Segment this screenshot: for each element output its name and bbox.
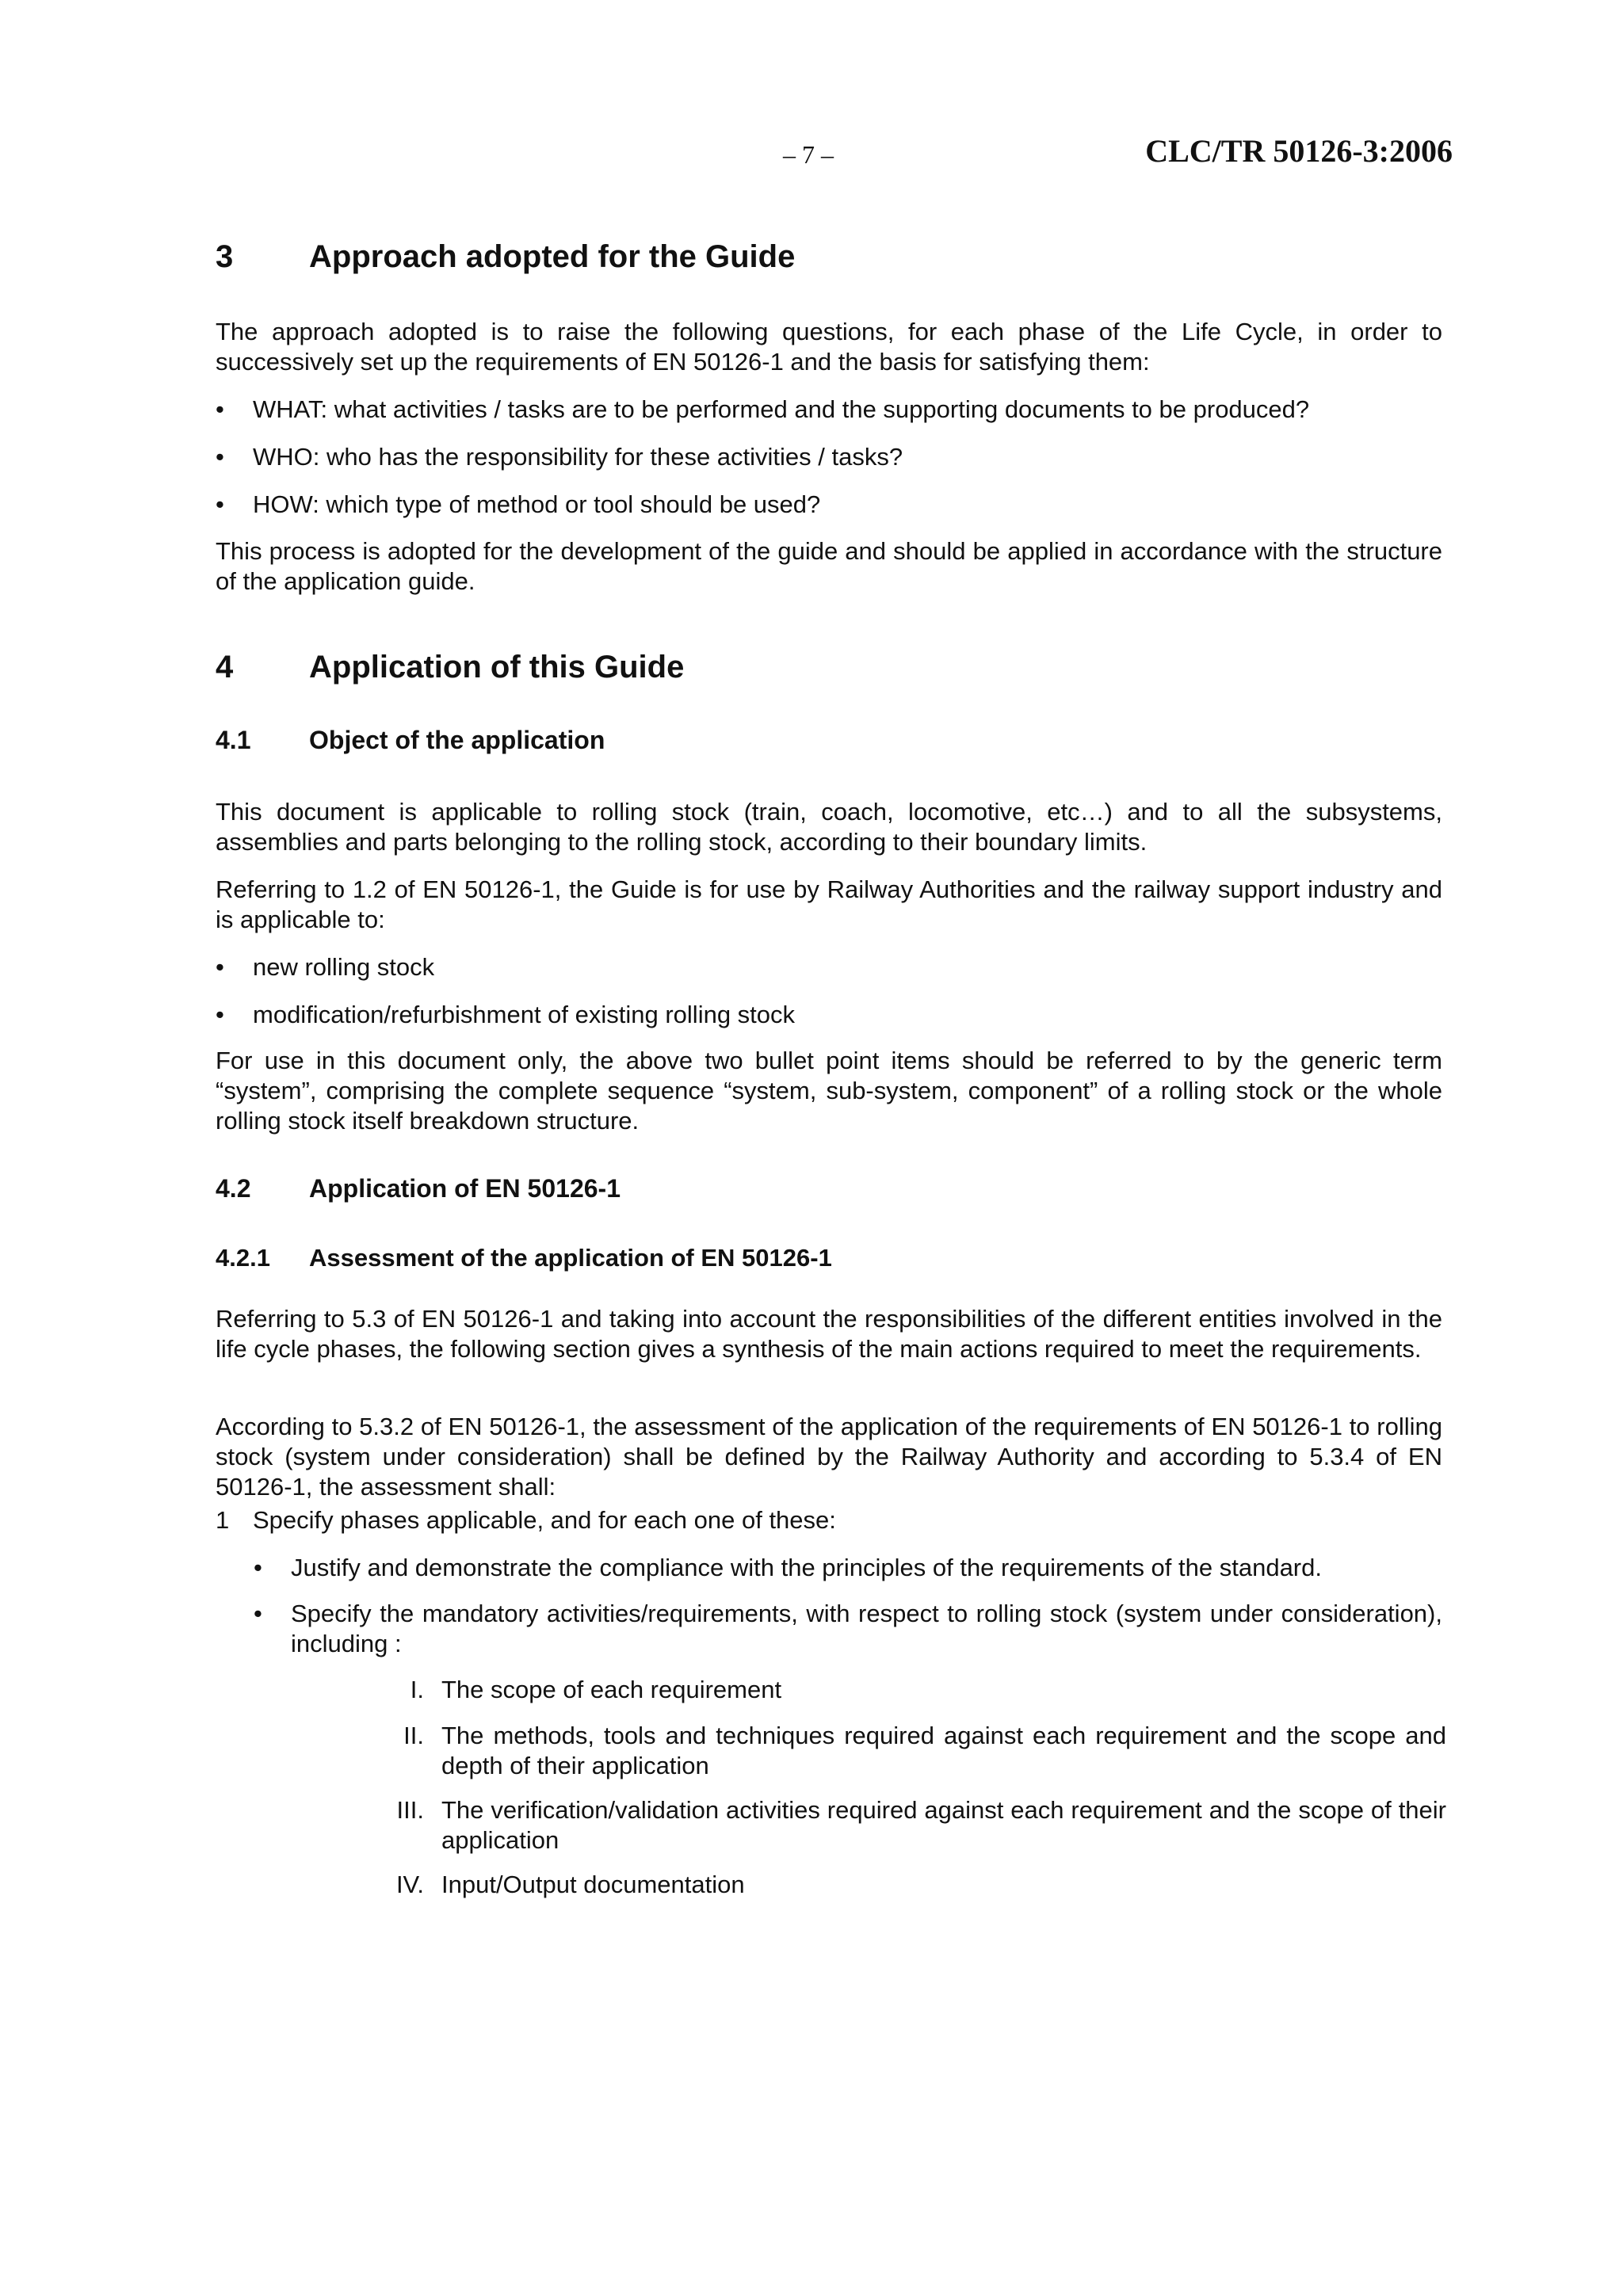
roman-item-text: The verification/validation activities required against each requirement and the scope of their application: [441, 1796, 1446, 1854]
roman-list-item: [349, 1721, 1446, 1781]
bullet-icon: •: [216, 443, 224, 471]
bullet-icon: •: [216, 395, 224, 423]
section-title: Approach adopted for the Guide: [309, 239, 796, 274]
paragraph: For use in this document only, the above two bullet point items should be referred to by the generic term “system”, comprising the complete sequence “system, sub-system, component” of a rolling stock or the whole rolling stock itself breakdown structure.: [216, 1047, 1442, 1135]
roman-numeral: III.: [396, 1796, 424, 1824]
section-title: Application of this Guide: [309, 650, 685, 685]
roman-list-item: [349, 1675, 1446, 1705]
page-number: – 7 –: [783, 140, 834, 169]
paragraph: This document is applicable to rolling stock (train, coach, locomotive, etc…) and to all the subsystems, assemblies and parts belonging to the rolling stock, according to their boundary limits.: [216, 798, 1442, 856]
list-item-text: new rolling stock: [253, 953, 435, 981]
list-item-text: modification/refurbishment of existing rolling stock: [253, 1001, 796, 1028]
roman-numeral: II.: [403, 1722, 424, 1749]
subsection-4-1-heading: [216, 724, 605, 756]
bullet-icon: •: [254, 1600, 262, 1627]
list-item: [216, 952, 1442, 982]
bullet-icon: •: [254, 1554, 262, 1581]
list-item-text: Justify and demonstrate the compliance with the principles of the requirements of the standard.: [291, 1554, 1322, 1581]
section-3-heading: [216, 238, 795, 276]
paragraph: According to 5.3.2 of EN 50126-1, the assessment of the application of the requirements of EN 50126-1 to rolling stock (system under consideration) shall be defined by the Railway Authority and according to 5.3.4 of EN 50126-1, the assessment shall:: [216, 1413, 1442, 1501]
item-text: Specify phases applicable, and for each one of these:: [253, 1506, 836, 1534]
section-number: 4: [216, 650, 234, 685]
section-number: 4.2.1: [216, 1244, 270, 1272]
subsection-4-2-1-heading: [216, 1242, 832, 1274]
roman-item-text: The scope of each requirement: [441, 1676, 782, 1703]
section-number: 4.2: [216, 1174, 251, 1203]
paragraph: Referring to 1.2 of EN 50126-1, the Guide is for use by Railway Authorities and the railway support industry and is applicable to:: [216, 875, 1442, 933]
document-reference: CLC/TR 50126-3:2006: [1145, 133, 1453, 169]
item-number: 1: [216, 1506, 230, 1534]
section-4-heading: [216, 648, 684, 686]
numbered-item: [216, 1505, 836, 1535]
bullet-icon: •: [216, 953, 224, 981]
bullet-icon: •: [216, 490, 224, 518]
list-item-text: WHO: who has the responsibility for these activities / tasks?: [253, 443, 903, 471]
section-title: Object of the application: [309, 726, 605, 754]
roman-numeral: I.: [410, 1676, 424, 1703]
bullet-icon: •: [216, 1001, 224, 1028]
list-item-text: WHAT: what activities / tasks are to be performed and the supporting documents to be produced?: [253, 395, 1310, 423]
paragraph: The approach adopted is to raise the following questions, for each phase of the Life Cycle, in order to successively set up the requirements of EN 50126-1 and the basis for satisfying them:: [216, 318, 1442, 376]
roman-numeral: IV.: [395, 1871, 424, 1898]
list-item: [216, 395, 1442, 425]
sub-list-item: [254, 1553, 1442, 1583]
section-number: 4.1: [216, 726, 251, 754]
paragraph: Referring to 5.3 of EN 50126-1 and taking into account the responsibilities of the different entities involved in the life cycle phases, the following section gives a synthesis of the main actions required to meet the requirements.: [216, 1305, 1442, 1363]
list-item-text: Specify the mandatory activities/requirements, with respect to rolling stock (system under consideration), including :: [291, 1600, 1442, 1657]
subsection-4-2-heading: [216, 1173, 621, 1204]
roman-list-item: [349, 1795, 1446, 1855]
section-title: Application of EN 50126-1: [309, 1174, 621, 1203]
section-number: 3: [216, 239, 234, 274]
list-item: [216, 442, 1442, 472]
roman-item-text: Input/Output documentation: [441, 1871, 745, 1898]
list-item-text: HOW: which type of method or tool should be used?: [253, 490, 821, 518]
paragraph: This process is adopted for the development of the guide and should be applied in accordance with the structure of the application guide.: [216, 537, 1442, 595]
roman-item-text: The methods, tools and techniques required against each requirement and the scope and depth of their application: [441, 1722, 1446, 1779]
list-item: [216, 490, 1442, 520]
sub-list-item: [254, 1599, 1442, 1659]
section-title: Assessment of the application of EN 50126-1: [309, 1244, 832, 1272]
list-item: [216, 1000, 1442, 1030]
roman-list-item: [349, 1870, 1446, 1900]
